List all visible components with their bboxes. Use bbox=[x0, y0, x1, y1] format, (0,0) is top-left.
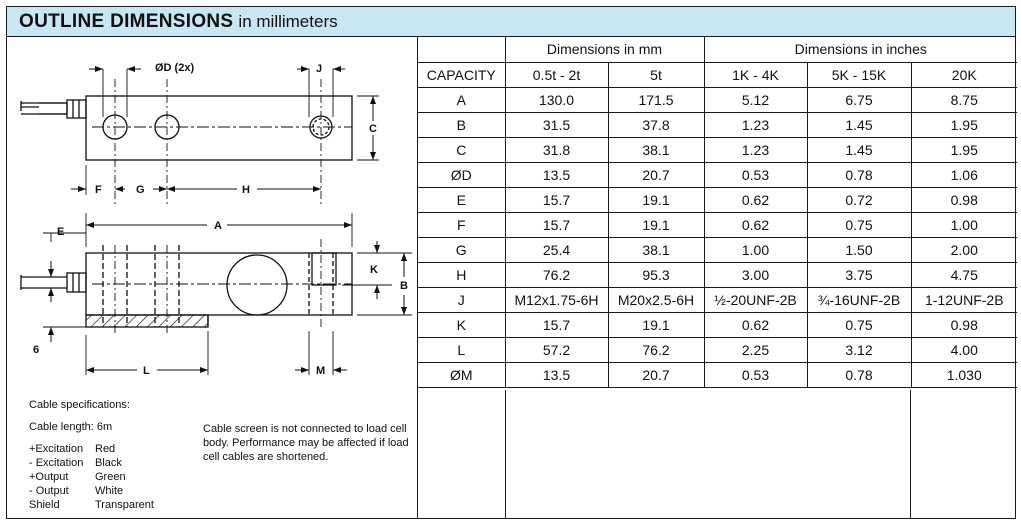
table-row bbox=[418, 262, 1017, 287]
side-dimensions bbox=[51, 225, 404, 370]
table-row bbox=[418, 212, 1017, 237]
label-g: G bbox=[136, 184, 145, 196]
table-cell: 76.2 bbox=[608, 337, 704, 362]
row-label: H bbox=[418, 262, 505, 287]
table-cell: 130.0 bbox=[505, 87, 608, 112]
wire-row bbox=[29, 498, 154, 512]
top-dimensions bbox=[71, 69, 373, 189]
table-cell: 1.00 bbox=[704, 237, 807, 262]
table-cell: 3.00 bbox=[704, 262, 807, 287]
table-empty-divider bbox=[910, 390, 911, 518]
table-cell: 0.62 bbox=[704, 312, 807, 337]
label-od: ØD (2x) bbox=[155, 62, 195, 74]
cable-spec-title: Cable specifications: bbox=[29, 399, 130, 411]
top-body bbox=[86, 96, 352, 160]
table-cell: 25.4 bbox=[505, 237, 608, 262]
table-row bbox=[418, 312, 1017, 337]
table-cell: 13.5 bbox=[505, 362, 608, 387]
table-cell: 20.7 bbox=[608, 362, 704, 387]
wire-name: +Excitation bbox=[29, 443, 84, 455]
wire-row bbox=[29, 484, 154, 498]
label-f: F bbox=[95, 184, 102, 196]
table-cell: 1.030 bbox=[911, 362, 1017, 387]
row-label: E bbox=[418, 187, 505, 212]
cable-specifications bbox=[29, 398, 154, 512]
group-mm: Dimensions in mm bbox=[505, 37, 704, 62]
table-cell: 2.00 bbox=[911, 237, 1017, 262]
group-inches: Dimensions in inches bbox=[704, 37, 1017, 62]
cable-length: Cable length: 6m bbox=[29, 421, 113, 433]
wire-color: Green bbox=[95, 471, 126, 483]
wire-row bbox=[29, 442, 154, 456]
table-cell: 0.62 bbox=[704, 212, 807, 237]
table-cell: ¾-16UNF-2B bbox=[807, 287, 911, 312]
table-cell: 15.7 bbox=[505, 212, 608, 237]
table-cell: 8.75 bbox=[911, 87, 1017, 112]
wire-name: Shield bbox=[29, 499, 60, 511]
table-cell: 37.8 bbox=[608, 112, 704, 137]
header-title: OUTLINE DIMENSIONS bbox=[19, 10, 234, 32]
label-h: H bbox=[242, 184, 250, 196]
table-cell: 0.78 bbox=[807, 362, 911, 387]
row-label: ØD bbox=[418, 162, 505, 187]
top-view bbox=[21, 69, 379, 205]
table-cell: 1.45 bbox=[807, 137, 911, 162]
label-l: L bbox=[143, 365, 150, 377]
table-cell: 1.95 bbox=[911, 112, 1017, 137]
table-cell: 4.00 bbox=[911, 337, 1017, 362]
empty-corner bbox=[418, 37, 505, 62]
column-header: 1K - 4K bbox=[704, 62, 807, 87]
wire-color: Black bbox=[95, 457, 122, 469]
table-cell: 1.06 bbox=[911, 162, 1017, 187]
dimensions-table bbox=[418, 37, 1017, 388]
table-row bbox=[418, 162, 1017, 187]
table-cell: 95.3 bbox=[608, 262, 704, 287]
wire-color: White bbox=[95, 485, 124, 497]
table-row bbox=[418, 287, 1017, 312]
label-c: C bbox=[369, 123, 377, 135]
table-cell: 1.00 bbox=[911, 212, 1017, 237]
table-body bbox=[418, 87, 1017, 387]
table-cell: 1-12UNF-2B bbox=[911, 287, 1017, 312]
cable-note: Cable screen is not connected to load cell body. Performance may be affected if load cell cables are shortened. bbox=[203, 423, 409, 463]
row-label: A bbox=[418, 87, 505, 112]
table-cell: 0.75 bbox=[807, 212, 911, 237]
table-cell: 0.98 bbox=[911, 312, 1017, 337]
table-cell: 57.2 bbox=[505, 337, 608, 362]
table-cell: 1.23 bbox=[704, 112, 807, 137]
outline-drawing bbox=[7, 37, 418, 397]
wire-row bbox=[29, 470, 154, 484]
row-label: ØM bbox=[418, 362, 505, 387]
label-e: E bbox=[57, 226, 65, 238]
wire-name: +Output bbox=[29, 471, 69, 483]
drawing-panel bbox=[7, 37, 418, 518]
section-header bbox=[7, 7, 1015, 37]
table-cell: 1.95 bbox=[911, 137, 1017, 162]
table-cell: 31.8 bbox=[505, 137, 608, 162]
table-cell: 4.75 bbox=[911, 262, 1017, 287]
table-cell: 1.50 bbox=[807, 237, 911, 262]
row-label: C bbox=[418, 137, 505, 162]
row-label: B bbox=[418, 112, 505, 137]
table-cell: 15.7 bbox=[505, 312, 608, 337]
table-cell: 13.5 bbox=[505, 162, 608, 187]
table-row bbox=[418, 112, 1017, 137]
table-row bbox=[418, 237, 1017, 262]
label-m: M bbox=[316, 365, 326, 377]
table-cell: 19.1 bbox=[608, 312, 704, 337]
table-cell: 76.2 bbox=[505, 262, 608, 287]
label-six: 6 bbox=[33, 344, 40, 356]
table-cell: 20.7 bbox=[608, 162, 704, 187]
table-cell: 0.53 bbox=[704, 362, 807, 387]
label-b: B bbox=[400, 280, 408, 292]
side-view bbox=[21, 213, 412, 375]
label-j: J bbox=[316, 63, 323, 75]
table-row bbox=[418, 337, 1017, 362]
label-k: K bbox=[370, 264, 378, 276]
wire-name: - Output bbox=[29, 485, 69, 497]
column-header: 0.5t - 2t bbox=[505, 62, 608, 87]
table-cell: 171.5 bbox=[608, 87, 704, 112]
table-row bbox=[418, 87, 1017, 112]
table-cell: 0.53 bbox=[704, 162, 807, 187]
wire-color: Red bbox=[95, 443, 116, 455]
table-cell: 0.98 bbox=[911, 187, 1017, 212]
table-empty-divider bbox=[505, 390, 506, 518]
row-label: J bbox=[418, 287, 505, 312]
column-header: 20K bbox=[911, 62, 1017, 87]
table-cell: 5.12 bbox=[704, 87, 807, 112]
table-cell: ½-20UNF-2B bbox=[704, 287, 807, 312]
capacity-row bbox=[418, 62, 1017, 87]
group-header-row bbox=[418, 37, 1017, 62]
table-cell: 31.5 bbox=[505, 112, 608, 137]
row-label: K bbox=[418, 312, 505, 337]
capacity-label: CAPACITY bbox=[418, 62, 505, 87]
table-cell: 0.62 bbox=[704, 187, 807, 212]
table-cell: 0.72 bbox=[807, 187, 911, 212]
table-cell: M20x2.5-6H bbox=[608, 287, 704, 312]
label-a: A bbox=[214, 220, 222, 232]
table-cell: 6.75 bbox=[807, 87, 911, 112]
table-cell: 1.45 bbox=[807, 112, 911, 137]
row-label: F bbox=[418, 212, 505, 237]
table-cell: 19.1 bbox=[608, 212, 704, 237]
datasheet-frame bbox=[6, 6, 1016, 519]
table-cell: 15.7 bbox=[505, 187, 608, 212]
table-cell: 0.78 bbox=[807, 162, 911, 187]
table-row bbox=[418, 187, 1017, 212]
row-label: L bbox=[418, 337, 505, 362]
wire-color: Transparent bbox=[95, 499, 154, 511]
row-label: G bbox=[418, 237, 505, 262]
table-cell: M12x1.75-6H bbox=[505, 287, 608, 312]
column-header: 5t bbox=[608, 62, 704, 87]
table-cell: 0.75 bbox=[807, 312, 911, 337]
table-cell: 1.23 bbox=[704, 137, 807, 162]
wire-name: - Excitation bbox=[29, 457, 84, 469]
table-row bbox=[418, 137, 1017, 162]
table-cell: 2.25 bbox=[704, 337, 807, 362]
table-row bbox=[418, 362, 1017, 387]
table-cell: 3.12 bbox=[807, 337, 911, 362]
header-subtitle: in millimeters bbox=[238, 11, 338, 31]
table-cell: 19.1 bbox=[608, 187, 704, 212]
column-header: 5K - 15K bbox=[807, 62, 911, 87]
table-cell: 38.1 bbox=[608, 237, 704, 262]
wire-row bbox=[29, 456, 154, 470]
table-cell: 3.75 bbox=[807, 262, 911, 287]
table-cell: 38.1 bbox=[608, 137, 704, 162]
